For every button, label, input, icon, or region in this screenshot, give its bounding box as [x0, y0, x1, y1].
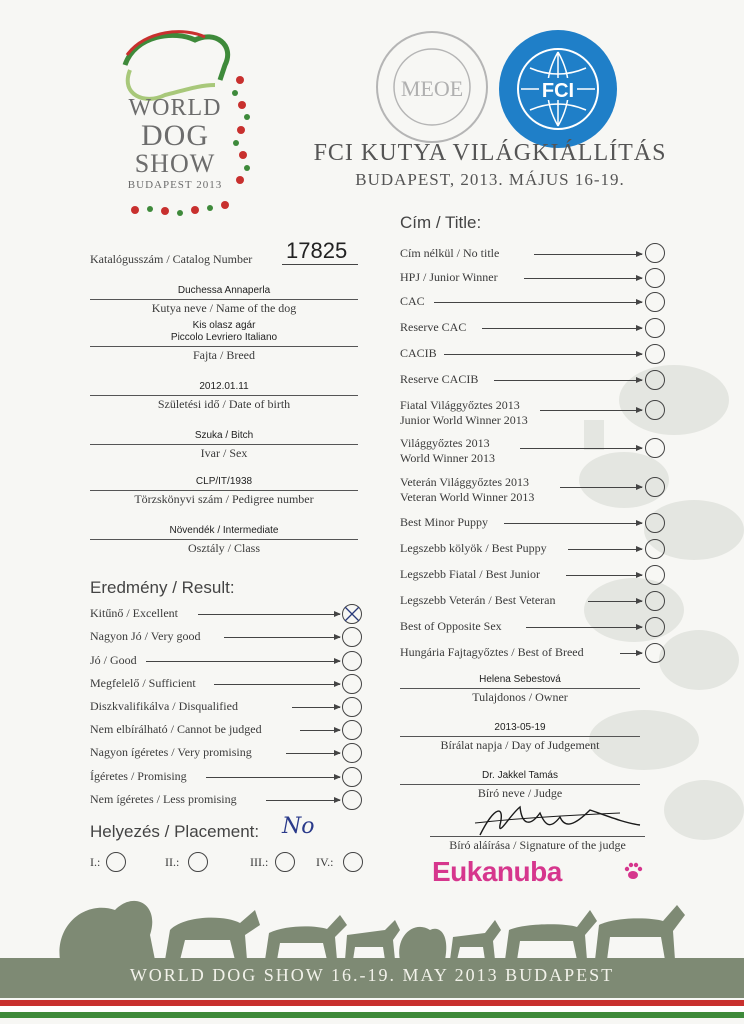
- result-checkbox-disqualified[interactable]: [342, 697, 362, 717]
- arrow-icon: [482, 328, 642, 329]
- field-divider: [90, 395, 358, 396]
- result-label-cannot-be-judged: Nem elbírálható / Cannot be judged: [90, 722, 262, 736]
- title-label-cacib: CACIB: [400, 346, 437, 360]
- title-label-best-veteran: Legszebb Veterán / Best Veteran: [400, 593, 556, 607]
- title-checkbox-cac[interactable]: [645, 292, 665, 312]
- logo-word-show: SHOW: [134, 149, 216, 178]
- x-mark-icon: [342, 604, 362, 624]
- title-checkbox-cacib[interactable]: [645, 344, 665, 364]
- sex-field: [90, 430, 358, 460]
- sex-label: Ivar / Sex: [200, 446, 248, 460]
- title-checkbox-best-opposite-sex[interactable]: [645, 617, 665, 637]
- birth-date-field: [90, 381, 358, 411]
- owner-field: [400, 674, 640, 704]
- arrow-icon: [494, 380, 642, 381]
- result-checkbox-very-promising[interactable]: [342, 743, 362, 763]
- placement-heading: Helyezés / Placement:: [90, 822, 260, 841]
- arrow-icon: [224, 637, 340, 638]
- result-label-promising: Ígéretes / Promising: [90, 769, 187, 783]
- class-label: Osztály / Class: [188, 541, 260, 555]
- title-label-junior-winner: HPJ / Junior Winner: [400, 270, 498, 284]
- placement-checkbox-2[interactable]: [188, 852, 208, 872]
- flag-stripe-green: [0, 1012, 744, 1018]
- arrow-icon: [620, 653, 642, 654]
- fci-seal-text: FCI: [541, 80, 575, 102]
- breed-value-it: Piccolo Levriero Italiano: [170, 332, 278, 343]
- paw-icon: [622, 860, 644, 882]
- birth-date-label: Születési idő / Date of birth: [157, 397, 291, 411]
- result-checkbox-promising[interactable]: [342, 767, 362, 787]
- owner-value: Helena Sebestová: [479, 674, 561, 685]
- field-divider: [90, 539, 358, 540]
- page-title: FCI KUTYA VILÁGKIÁLLÍTÁS: [313, 140, 667, 166]
- catalog-number-label: Katalógusszám / Catalog Number: [90, 252, 253, 266]
- arrow-icon: [540, 410, 642, 411]
- result-checkbox-good[interactable]: [342, 651, 362, 671]
- logo-city-year: BUDAPEST 2013: [127, 179, 223, 191]
- result-checkbox-excellent[interactable]: [342, 604, 362, 624]
- title-checkbox-world-winner[interactable]: [645, 438, 665, 458]
- birth-date-value: 2012.01.11: [199, 381, 249, 392]
- logo-word-dog: DOG: [141, 119, 209, 152]
- result-label-very-good: Nagyon Jó / Very good: [90, 629, 201, 643]
- arrow-icon: [206, 777, 340, 778]
- signature-label: Bíró aláírása / Signature of the judge: [449, 838, 626, 852]
- title-checkbox-best-junior[interactable]: [645, 565, 665, 585]
- logo-word-world: WORLD: [128, 95, 222, 121]
- title-checkbox-junior-winner[interactable]: [645, 268, 665, 288]
- title-checkbox-junior-world-winner[interactable]: [645, 400, 665, 420]
- arrow-icon: [588, 601, 642, 602]
- arrow-icon: [526, 627, 642, 628]
- owner-label: Tulajdonos / Owner: [472, 690, 568, 704]
- catalog-number-value: 17825: [286, 238, 348, 263]
- title-checkbox-best-veteran[interactable]: [645, 591, 665, 611]
- arrow-icon: [566, 575, 642, 576]
- title-checkbox-veteran-world-winner[interactable]: [645, 477, 665, 497]
- meoe-seal-text: MEOE: [400, 76, 464, 101]
- placement-checkbox-3[interactable]: [275, 852, 295, 872]
- result-label-disqualified: Diszkvalifikálva / Disqualified: [90, 699, 238, 713]
- title-label-world-winner: [400, 436, 495, 466]
- pedigree-value: CLP/IT/1938: [195, 476, 253, 487]
- footer-text: WORLD DOG SHOW 16.-19. MAY 2013 BUDAPEST: [129, 965, 615, 985]
- field-divider: [400, 784, 640, 785]
- field-divider: [90, 299, 358, 300]
- title-label-reserve-cacib: Reserve CACIB: [400, 372, 479, 386]
- title-label-best-puppy: Legszebb kölyök / Best Puppy: [400, 541, 547, 555]
- field-divider: [400, 688, 640, 689]
- result-checkbox-less-promising[interactable]: [342, 790, 362, 810]
- title-checkbox-best-of-breed[interactable]: [645, 643, 665, 663]
- meoe-seal-icon: [373, 28, 491, 146]
- judge-value: Dr. Jakkel Tamás: [482, 770, 558, 781]
- placement-handwritten-note: No: [282, 814, 315, 839]
- title-label-best-junior: Legszebb Fiatal / Best Junior: [400, 567, 540, 581]
- arrow-icon: [524, 278, 642, 279]
- title-label-best-minor-puppy: Best Minor Puppy: [400, 515, 489, 529]
- title-line-en: Veteran World Winner 2013: [400, 490, 535, 504]
- result-checkbox-very-good[interactable]: [342, 627, 362, 647]
- title-heading: Cím / Title:: [400, 213, 482, 232]
- arrow-icon: [520, 448, 642, 449]
- page-subtitle: BUDAPEST, 2013. MÁJUS 16-19.: [355, 170, 625, 189]
- title-line-en: Junior World Winner 2013: [400, 413, 528, 427]
- arrow-icon: [292, 707, 340, 708]
- judge-label: Bíró neve / Judge: [477, 786, 563, 800]
- catalog-number-line: [282, 264, 358, 265]
- arrow-icon: [568, 549, 642, 550]
- result-label-good: Jó / Good: [90, 653, 137, 667]
- arrow-icon: [146, 661, 340, 662]
- title-line-en: World Winner 2013: [400, 451, 495, 465]
- title-label-reserve-cac: Reserve CAC: [400, 320, 467, 334]
- pedigree-field: [90, 476, 358, 506]
- arrow-icon: [266, 800, 340, 801]
- result-label-very-promising: Nagyon ígéretes / Very promising: [90, 745, 252, 759]
- title-line-hu: Világgyőztes 2013: [400, 436, 490, 450]
- title-checkbox-best-minor-puppy[interactable]: [645, 513, 665, 533]
- title-label-best-of-breed: Hungária Fajtagyőztes / Best of Breed: [400, 645, 584, 659]
- result-label-sufficient: Megfelelő / Sufficient: [90, 676, 196, 690]
- arrow-icon: [504, 523, 642, 524]
- breed-field: [90, 320, 358, 362]
- fci-seal-icon: [497, 28, 619, 150]
- result-checkbox-cannot-be-judged[interactable]: [342, 720, 362, 740]
- placement-label-4: IV.:: [316, 855, 334, 869]
- field-divider: [400, 736, 640, 737]
- class-field: [90, 525, 358, 555]
- judgement-date-field: [400, 722, 640, 752]
- field-divider: [90, 346, 358, 347]
- field-divider: [90, 444, 358, 445]
- title-checkbox-no-title[interactable]: [645, 243, 665, 263]
- title-checkbox-reserve-cacib[interactable]: [645, 370, 665, 390]
- arrow-icon: [214, 684, 340, 685]
- result-label-less-promising: Nem ígéretes / Less promising: [90, 792, 237, 806]
- footer-dog-silhouettes: [55, 885, 695, 960]
- placement-checkbox-4[interactable]: [343, 852, 363, 872]
- sex-value: Szuka / Bitch: [194, 430, 254, 441]
- dog-name-label: Kutya neve / Name of the dog: [151, 301, 297, 315]
- title-line-hu: Veterán Világgyőztes 2013: [400, 475, 530, 489]
- title-line-hu: Fiatal Világgyőztes 2013: [400, 398, 520, 412]
- placement-label-1: I.:: [90, 855, 101, 869]
- arrow-icon: [434, 302, 642, 303]
- class-value: Növendék / Intermediate: [169, 525, 279, 536]
- result-checkbox-sufficient[interactable]: [342, 674, 362, 694]
- eukanuba-logo: Eukanuba: [432, 856, 562, 887]
- logo-text: [120, 95, 230, 191]
- arrow-icon: [534, 254, 642, 255]
- title-checkbox-reserve-cac[interactable]: [645, 318, 665, 338]
- arrow-icon: [444, 354, 642, 355]
- arrow-icon: [560, 487, 642, 488]
- pedigree-label: Törzskönyvi szám / Pedigree number: [134, 492, 314, 506]
- title-label-no-title: Cím nélkül / No title: [400, 246, 500, 260]
- title-checkbox-best-puppy[interactable]: [645, 539, 665, 559]
- result-heading: Eredmény / Result:: [90, 578, 235, 597]
- placement-label-2: II.:: [165, 855, 180, 869]
- arrow-icon: [300, 730, 340, 731]
- title-label-veteran-world-winner: [400, 475, 534, 505]
- breed-label: Fajta / Breed: [193, 348, 255, 362]
- result-label-excellent: Kitűnő / Excellent: [90, 606, 178, 620]
- judgement-date-label: Bírálat napja / Day of Judgement: [440, 738, 600, 752]
- judgement-date-value: 2013-05-19: [494, 722, 546, 733]
- breed-value-hu: Kis olasz agár: [192, 320, 256, 331]
- title-label-cac: CAC: [400, 294, 425, 308]
- arrow-icon: [198, 614, 340, 615]
- title-label-best-opposite-sex: Best of Opposite Sex: [400, 619, 502, 633]
- signature-line: [430, 836, 645, 837]
- title-label-junior-world-winner: [400, 398, 528, 428]
- placement-checkbox-1[interactable]: [106, 852, 126, 872]
- dog-name-value: Duchessa Annaperla: [177, 285, 271, 296]
- field-divider: [90, 490, 358, 491]
- arrow-icon: [286, 753, 340, 754]
- dog-name-field: [90, 285, 358, 315]
- placement-label-3: III.:: [250, 855, 269, 869]
